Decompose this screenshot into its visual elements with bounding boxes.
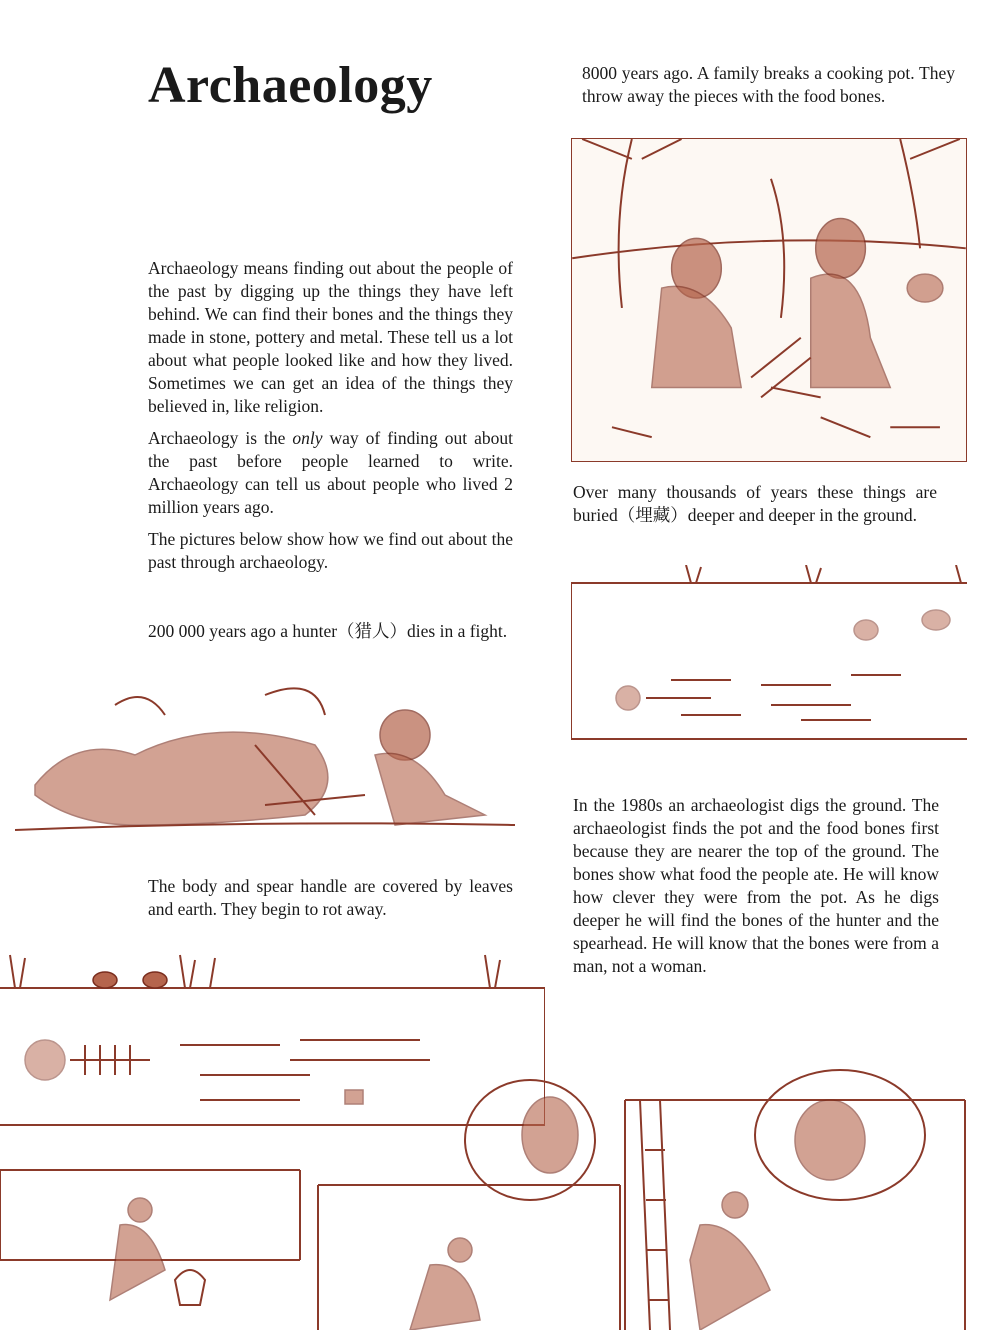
archaeologist-digging-illustration (0, 1060, 1000, 1330)
emphasis: only (292, 428, 323, 448)
family-cooking-illustration (571, 138, 967, 462)
caption-family: 8000 years ago. A family breaks a cooking pot. They throw away the pieces with the food bones. (582, 63, 955, 106)
intro-paragraph-1: Archaeology means finding out about the people of the past by digging up the things they have left behind. We can find their bones and the things they made in stone, pottery and metal. These tell us a lot about what people looked like and how they lived. Sometimes we can get an idea of the things they believed in, like religion. (148, 258, 513, 416)
hunter-dies-illustration (15, 675, 515, 850)
intro-paragraph-3: The pictures below show how we find out about the past through archaeology. (148, 529, 513, 572)
caption-covered: The body and spear handle are covered by leaves and earth. They begin to rot away. (148, 876, 513, 919)
text: way of finding out about the past before people learned to write. Archaeology can tell us about people who lived 2 million years ago. (148, 428, 513, 517)
intro-paragraph-2 (148, 427, 513, 519)
caption-buried: Over many thousands of years these things are buried（埋藏）deeper and deeper in the ground. (573, 482, 937, 525)
page-title: Archaeology (148, 57, 433, 114)
caption-hunter: 200 000 years ago a hunter（猎人）dies in a fight. (148, 621, 508, 641)
intro-text (148, 257, 513, 583)
buried-layers-illustration (571, 565, 967, 741)
caption-dig: In the 1980s an archaeologist digs the ground. The archaeologist finds the pot and the food bones first because they are nearer the top of the ground. The bones show what food the people ate. He will know how clever they were from the pot. As he digs deeper he will find the bones of the hunter and the spearhead. He will know that the bones were from a man, not a woman. (573, 795, 939, 976)
text: Archaeology is the (148, 428, 293, 448)
